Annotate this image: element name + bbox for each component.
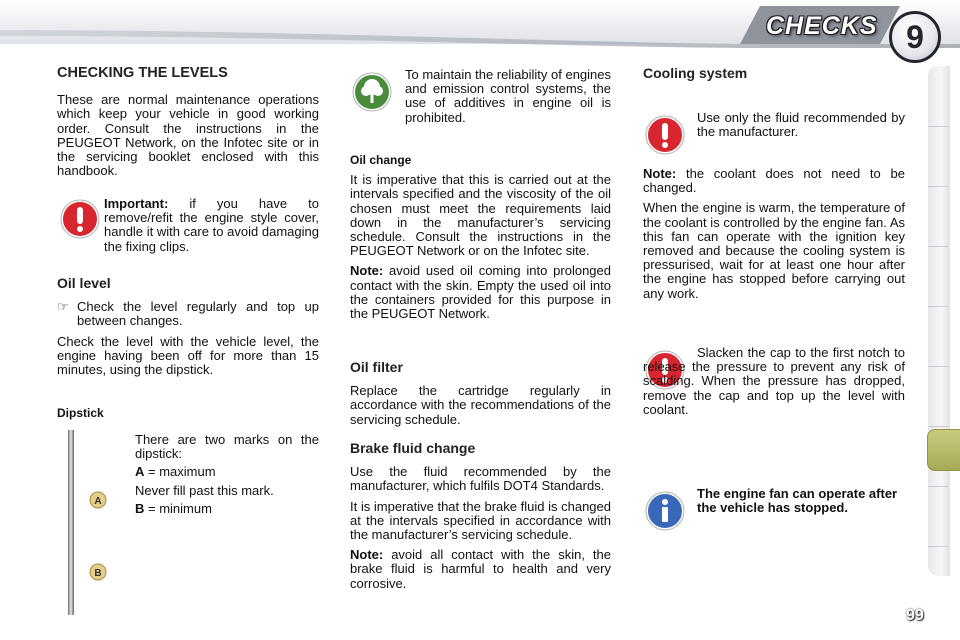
section-title-brake-fluid: Brake fluid change: [350, 440, 476, 456]
tab-divider: [928, 546, 948, 547]
never-fill-note: Never fill past this mark.: [135, 482, 274, 498]
section-title-cooling-system: Cooling system: [643, 65, 748, 81]
brake-fluid-section: [350, 441, 611, 597]
brake-note: [350, 548, 611, 591]
section-title-oil-level: Oil level: [57, 275, 111, 291]
oil-filter-text: Replace the cartridge regularly in accordance with the recommendations of the servicing schedule.: [350, 383, 611, 427]
oil-filter-section: [350, 360, 611, 433]
important-label: Important:: [104, 196, 169, 211]
intro-paragraph: These are normal maintenance operations which keep your vehicle in good working order. Consult the instructions in the PEUGEOT Network, on the Infotec site or in the servicing booklet enclosed with this handbook.: [57, 92, 319, 179]
page-number: 99: [906, 607, 924, 624]
mark-b-label: B: [135, 500, 145, 516]
brake-text-2: It is imperative that the brake fluid is changed at the intervals specified in accordance with the manufacturer’s servicing schedule.: [350, 498, 611, 543]
mark-a-label: A: [135, 464, 145, 480]
oil-level-text: Check the level with the vehicle level, the engine having been off for more than 15 minutes, using the dipstick.: [57, 333, 319, 378]
brake-note-text: avoid all contact with the skin, the brake fluid is harmful to health and very corrosive.: [350, 547, 611, 591]
column-levels: [57, 66, 319, 184]
chapter-tab-strip: [928, 66, 950, 576]
oil-note-text: avoid used oil coming into prolonged contact with the skin. Empty the used oil into the containers provided for this purpose in the PEUGEOT Network.: [350, 263, 611, 322]
cooling-system-section: [643, 66, 905, 90]
eco-note: To maintain the reliability of engines and emission control systems, the use of additives in engine oil is prohibited.: [405, 67, 611, 125]
dipstick-illustration: [66, 430, 114, 615]
tab-divider: [928, 246, 948, 247]
tab-divider: [928, 186, 948, 187]
mark-b: [135, 502, 319, 516]
chapter-number-badge: 9: [889, 11, 941, 63]
brake-text-1: Use the fluid recommended by the manufacturer, which fulfils DOT4 Standards.: [350, 464, 611, 494]
oil-level-bullet-text: Check the level regularly and top up between changes.: [77, 299, 319, 329]
mark-b-text: = minimum: [144, 500, 212, 516]
coolant-note: [643, 167, 905, 195]
important-text: if you have to remove/refit the engine style cover, handle it with care to avoid damaging the fixing clips.: [104, 196, 319, 254]
subtitle-dipstick: Dipstick: [57, 406, 104, 420]
mark-a-text: = maximum: [144, 464, 216, 480]
important-note: [104, 197, 319, 254]
svg-text:A: A: [94, 496, 102, 507]
svg-text:B: B: [94, 568, 102, 579]
warning-exclamation-icon: [645, 115, 685, 155]
note-label: Note:: [643, 166, 677, 181]
chapter-tab-active[interactable]: [927, 429, 960, 471]
dipstick-marks: [135, 433, 319, 516]
tab-divider: [928, 426, 948, 427]
section-title-checking-levels: CHECKING THE LEVELS: [57, 65, 228, 81]
note-label: Note:: [350, 547, 384, 563]
page-header-title: CHECKS: [766, 12, 878, 40]
hand-pointer-icon: ☞: [57, 299, 69, 315]
tab-divider: [928, 306, 948, 307]
coolant-notes: [643, 167, 905, 307]
oil-change-note: [350, 264, 611, 321]
tab-divider: [928, 486, 948, 487]
slacken-cap-text: Slacken the cap to the first notch to release the pressure to prevent any risk of scalding. When the pressure has dropped, remove the cap and top up the level with coolant.: [643, 345, 905, 417]
engine-warm-text: When the engine is warm, the temperature of the coolant is controlled by the engine fan. As this fan can operate with the ignition key removed and because the cooling system is pressurised, wait for at least one hour after the engine has stopped before carrying out any work.: [643, 200, 905, 301]
coolant-note-text: the coolant does not need to be changed.: [643, 166, 905, 196]
oil-change-section: [350, 153, 611, 327]
oil-level-section: [57, 276, 319, 383]
tab-divider: [928, 366, 948, 367]
dipstick-intro: There are two marks on the dipstick:: [135, 432, 319, 462]
subtitle-oil-change: Oil change: [350, 153, 412, 167]
section-title-oil-filter: Oil filter: [350, 359, 403, 375]
info-fan-note: The engine fan can operate after the vehicle has stopped.: [697, 486, 898, 516]
warning-exclamation-icon: [60, 199, 100, 239]
tab-divider: [928, 126, 948, 127]
mark-a: [135, 465, 319, 479]
oil-change-text: It is imperative that this is carried out at the intervals specified and the viscosity of the oil chosen must meet the requirements laid down in the manufacturer’s servicing schedule. Consult the instructions in the PEUGEOT Network or on the Infotec site.: [350, 172, 611, 259]
tree-eco-icon: [352, 72, 392, 112]
oil-level-bullet: [57, 300, 319, 328]
note-label: Note:: [350, 263, 384, 279]
fluid-recommendation: Use only the fluid recommended by the manufacturer.: [697, 110, 905, 140]
info-icon: [645, 491, 685, 531]
